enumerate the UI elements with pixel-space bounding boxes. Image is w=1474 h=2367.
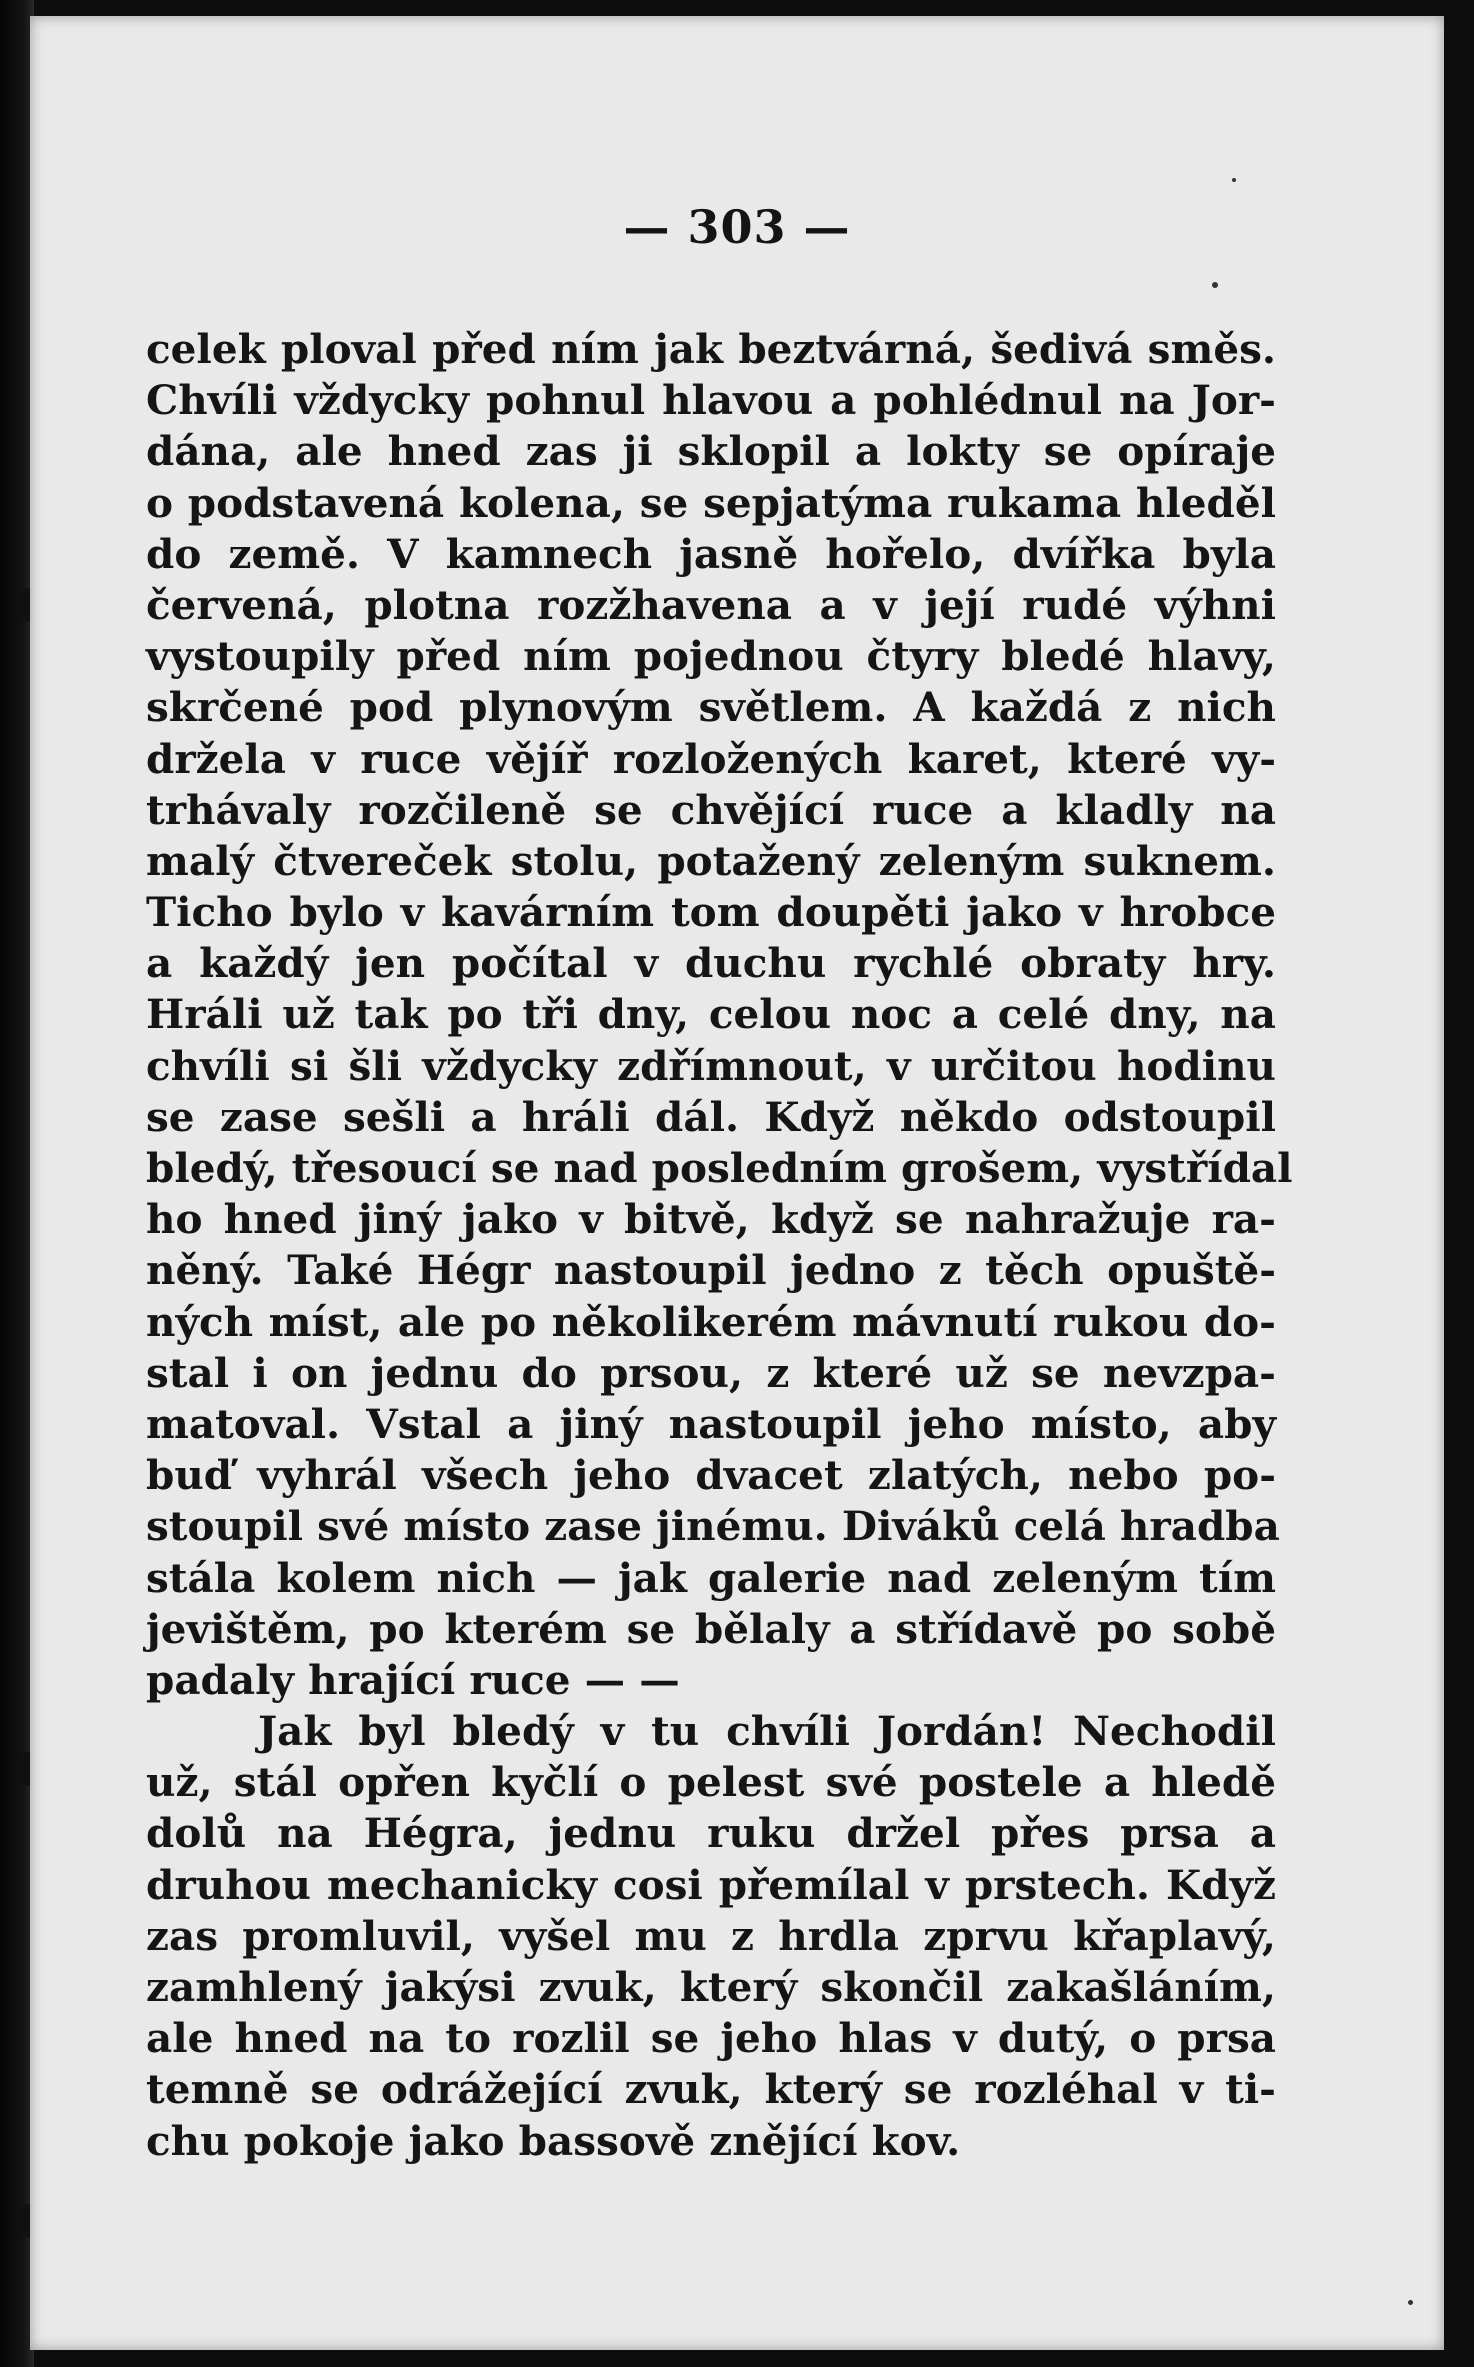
text-line: jevištěm, po kterém se bělaly a střídavě po sobě [146,1604,1276,1653]
text-line: chu pokoje jako bassově znějící kov. [146,2116,961,2165]
text-line: do země. V kamnech jasně hořelo, dvířka byla [146,529,1276,578]
text-line: vystoupily před ním pojednou čtyry bledé hlavy, [146,632,1276,681]
text-line: stoupil své místo zase jinému. Diváků celá hradba [146,1502,1280,1551]
text-line: ho hned jiný jako v bitvě, když se nahražuje ra- [146,1195,1276,1244]
paper-speck [1408,2300,1413,2305]
text-line: skrčené pod plynovým světlem. A každá z nich [146,683,1276,732]
text-line: Hráli už tak po tři dny, celou noc a celé dny, na [146,990,1276,1039]
text-line: ných míst, ale po několikerém mávnutí rukou do- [146,1297,1276,1346]
text-line: něný. Také Hégr nastoupil jedno z těch opuště- [146,1246,1276,1295]
text-line: bledý, třesoucí se nad posledním grošem, vystřídal [146,1144,1293,1192]
text-line: Chvíli vždycky pohnul hlavou a pohlédnul na Jor- [146,376,1276,425]
text-line: chvíli si šli vždycky zdřímnout, v určitou hodinu [146,1041,1276,1090]
text-line: dolů na Hégra, jednu ruku držel přes prsa a [146,1809,1276,1858]
text-line: ale hned na to rozlil se jeho hlas v dutý, o prsa [146,2014,1276,2063]
text-line: už, stál opřen kyčlí o pelest své postele a hledě [146,1758,1276,1807]
text-line: dána, ale hned zas ji sklopil a lokty se opíraje [146,427,1276,476]
text-line: o podstavená kolena, se sepjatýma rukama hleděl [146,478,1276,527]
text-line: držela v ruce vějíř rozložených karet, které vy- [146,734,1276,783]
text-line: padaly hrající ruce — — [146,1655,680,1704]
text-line: zas promluvil, vyšel mu z hrdla zprvu křaplavý, [146,1911,1276,1960]
text-line: zamhlený jakýsi zvuk, který skončil zakašláním, [146,1963,1276,2011]
paragraph [146,324,1293,1706]
text-line: stála kolem nich — jak galerie nad zeleným tím [146,1553,1276,1602]
text-line: temně se odrážející zvuk, který se rozléhal v ti- [146,2065,1276,2114]
text-line: Ticho bylo v kavárním tom doupěti jako v hrobce [146,888,1276,937]
text-line: matoval. Vstal a jiný nastoupil jeho místo, aby [146,1399,1276,1448]
text-line: celek ploval před ním jak beztvárná, šedivá směs. [146,325,1276,373]
text-line: stal i on jednu do prsou, z které už se nevzpa- [146,1348,1276,1397]
text-line: červená, plotna rozžhavena a v její rudé výhni [146,580,1276,629]
text-line: buď vyhrál všech jeho dvacet zlatých, nebo po- [146,1451,1276,1500]
binding-edge [0,0,34,2367]
text-line: trhávaly rozčileně se chvějící ruce a kladly na [146,785,1276,834]
page-number-header: — 303 — [623,200,851,254]
paper-speck [1232,178,1236,182]
text-line: a každý jen počítal v duchu rychlé obraty hry. [146,939,1276,988]
text-line: se zase sešli a hráli dál. Když někdo odstoupil [146,1092,1276,1141]
paragraph [146,1706,1276,2167]
text-line: druhou mechanicky cosi přemílal v prstech. Když [146,1860,1276,1909]
text-line: Jak byl bledý v tu chvíli Jordán! Nechodil [258,1707,1276,1756]
body-text [146,324,1293,2167]
text-line: malý čtvereček stolu, potažený zeleným suknem. [146,836,1276,885]
paper-speck [1212,282,1218,288]
